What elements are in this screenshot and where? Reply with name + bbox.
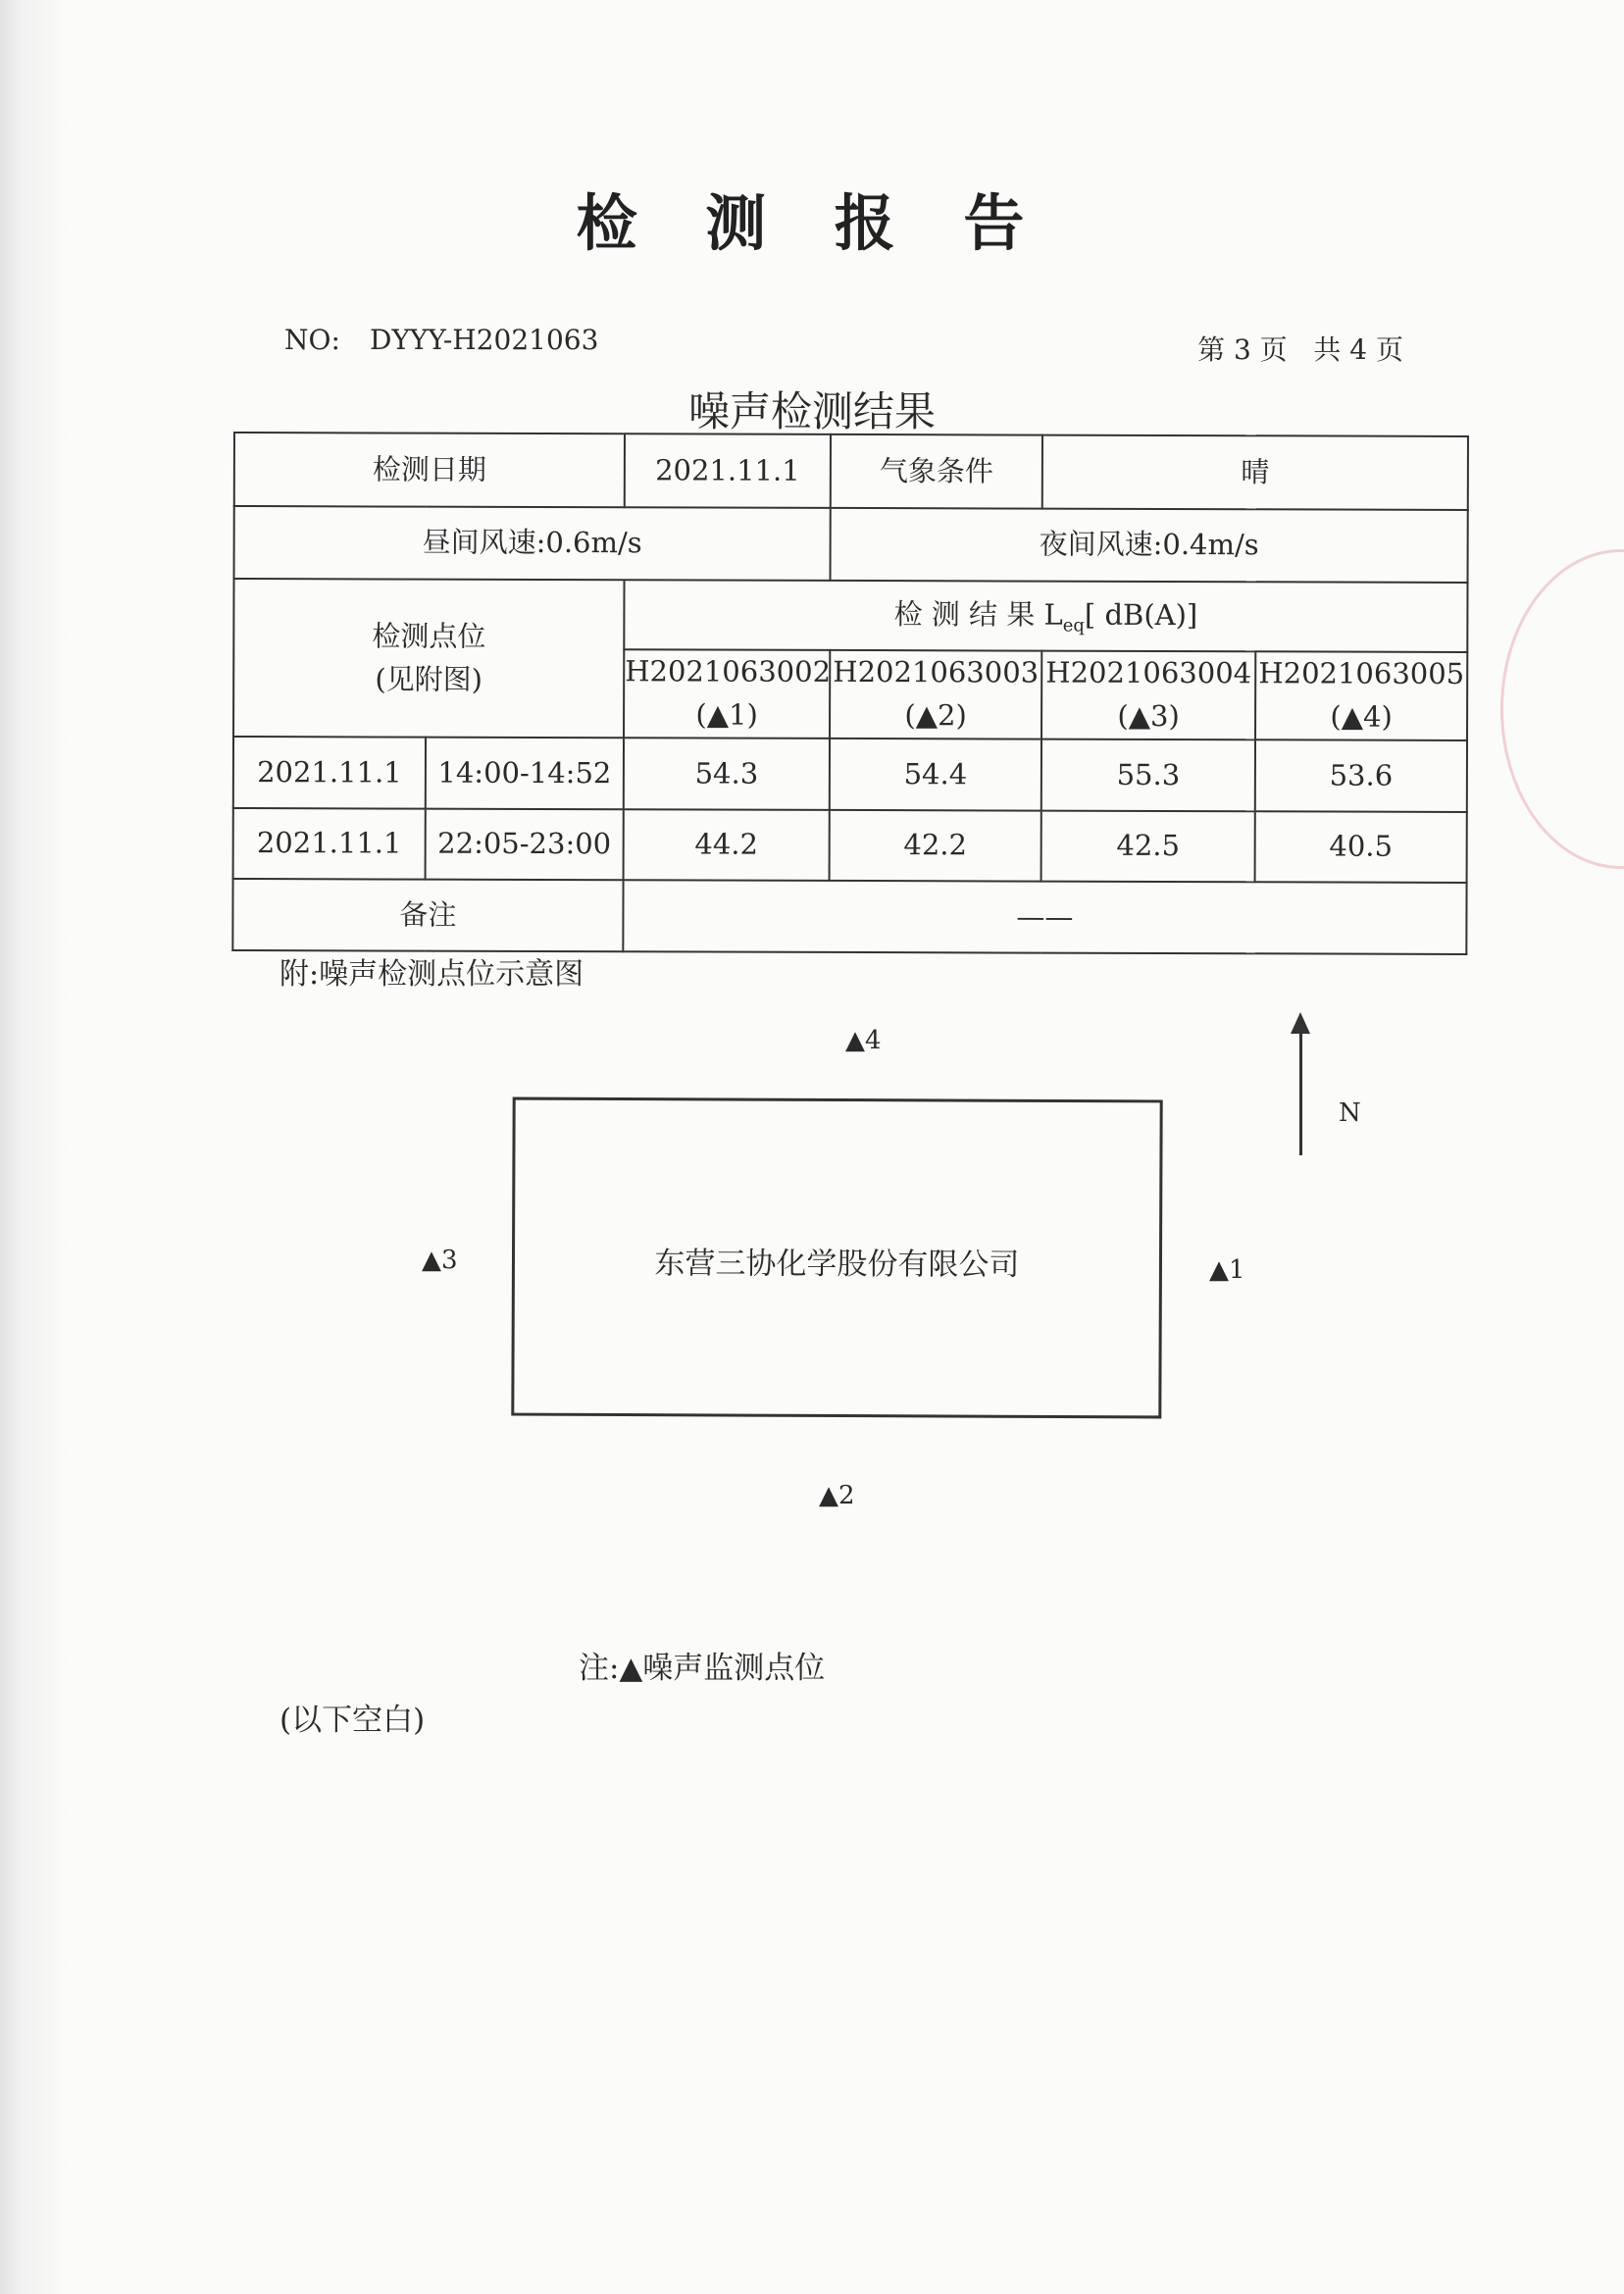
remark-label: 备注 (232, 879, 623, 951)
result-header-prefix: 检 测 结 果 L (893, 596, 1063, 632)
column-header (1255, 651, 1467, 740)
row-value: 42.2 (830, 810, 1041, 882)
row-time: 22:05-23:00 (426, 808, 624, 880)
column-header (624, 649, 830, 739)
noise-point-1: ▲1 (1209, 1255, 1245, 1285)
report-number: DYYY-H2021063 (370, 324, 599, 356)
row-date: 2021.11.1 (233, 808, 426, 880)
row-value: 55.3 (1041, 739, 1255, 810)
table-row-result-header (233, 579, 1467, 652)
legend-note: 注:▲噪声监测点位 (579, 1651, 826, 1686)
north-arrow-shaft (1299, 1020, 1302, 1155)
noise-result-table (231, 432, 1469, 955)
point-header (233, 579, 625, 738)
point-label: 检测点位 (372, 619, 486, 653)
sample-code: H2021063005 (1258, 656, 1465, 691)
row-value: 40.5 (1255, 811, 1467, 883)
point-marker: (▲3) (1117, 698, 1180, 734)
seal-stamp-edge (1500, 549, 1624, 869)
table-row (233, 737, 1467, 812)
row-value: 54.3 (624, 738, 830, 809)
table-row-date (234, 433, 1468, 510)
row-value: 44.2 (624, 809, 830, 881)
page-edge-shadow (0, 0, 69, 2294)
section-title: 噪声检测结果 (687, 387, 936, 435)
table-row-wind (234, 506, 1468, 584)
table-row (233, 808, 1467, 884)
row-value: 54.4 (830, 739, 1041, 810)
point-sublabel: (见附图) (375, 662, 483, 696)
row-value: 42.5 (1041, 810, 1255, 882)
noise-point-4: ▲4 (845, 1026, 882, 1055)
point-marker: (▲4) (1330, 699, 1393, 734)
page-indicator: 第 3 页 共 4 页 (1197, 333, 1403, 366)
result-header-suffix: [ dB(A)] (1084, 597, 1198, 632)
report-number-label: NO: (284, 324, 340, 356)
table-row-remark (232, 879, 1466, 954)
point-marker: (▲2) (904, 698, 967, 733)
sample-code: H2021063003 (833, 655, 1040, 690)
report-title: 检 测 报 告 (576, 187, 1048, 259)
facility-outline (511, 1097, 1162, 1419)
point-marker: (▲1) (695, 697, 758, 732)
facility-name: 东营三协化学股份有限公司 (654, 1246, 1020, 1283)
day-wind-speed: 昼间风速:0.6m/s (234, 506, 831, 582)
night-wind-speed: 夜间风速:0.4m/s (831, 508, 1468, 584)
result-header (624, 581, 1467, 652)
noise-point-3: ▲3 (422, 1246, 458, 1275)
date-value: 2021.11.1 (625, 433, 831, 507)
weather-value: 晴 (1042, 435, 1468, 510)
north-label: N (1339, 1098, 1361, 1128)
weather-label: 气象条件 (831, 434, 1042, 508)
attachment-label: 附:噪声检测点位示意图 (279, 957, 584, 992)
row-value: 53.6 (1255, 739, 1467, 811)
result-header-subscript: eq (1062, 615, 1085, 637)
row-date: 2021.11.1 (233, 737, 426, 808)
noise-point-2: ▲2 (819, 1481, 855, 1510)
column-header (830, 650, 1041, 739)
sample-code: H2021063004 (1045, 656, 1252, 690)
remark-value: —— (623, 881, 1466, 954)
row-time: 14:00-14:52 (426, 738, 624, 809)
column-header (1041, 651, 1255, 740)
date-label: 检测日期 (234, 433, 625, 507)
blank-note: (以下空白) (279, 1703, 426, 1738)
sample-code: H2021063002 (625, 654, 832, 689)
